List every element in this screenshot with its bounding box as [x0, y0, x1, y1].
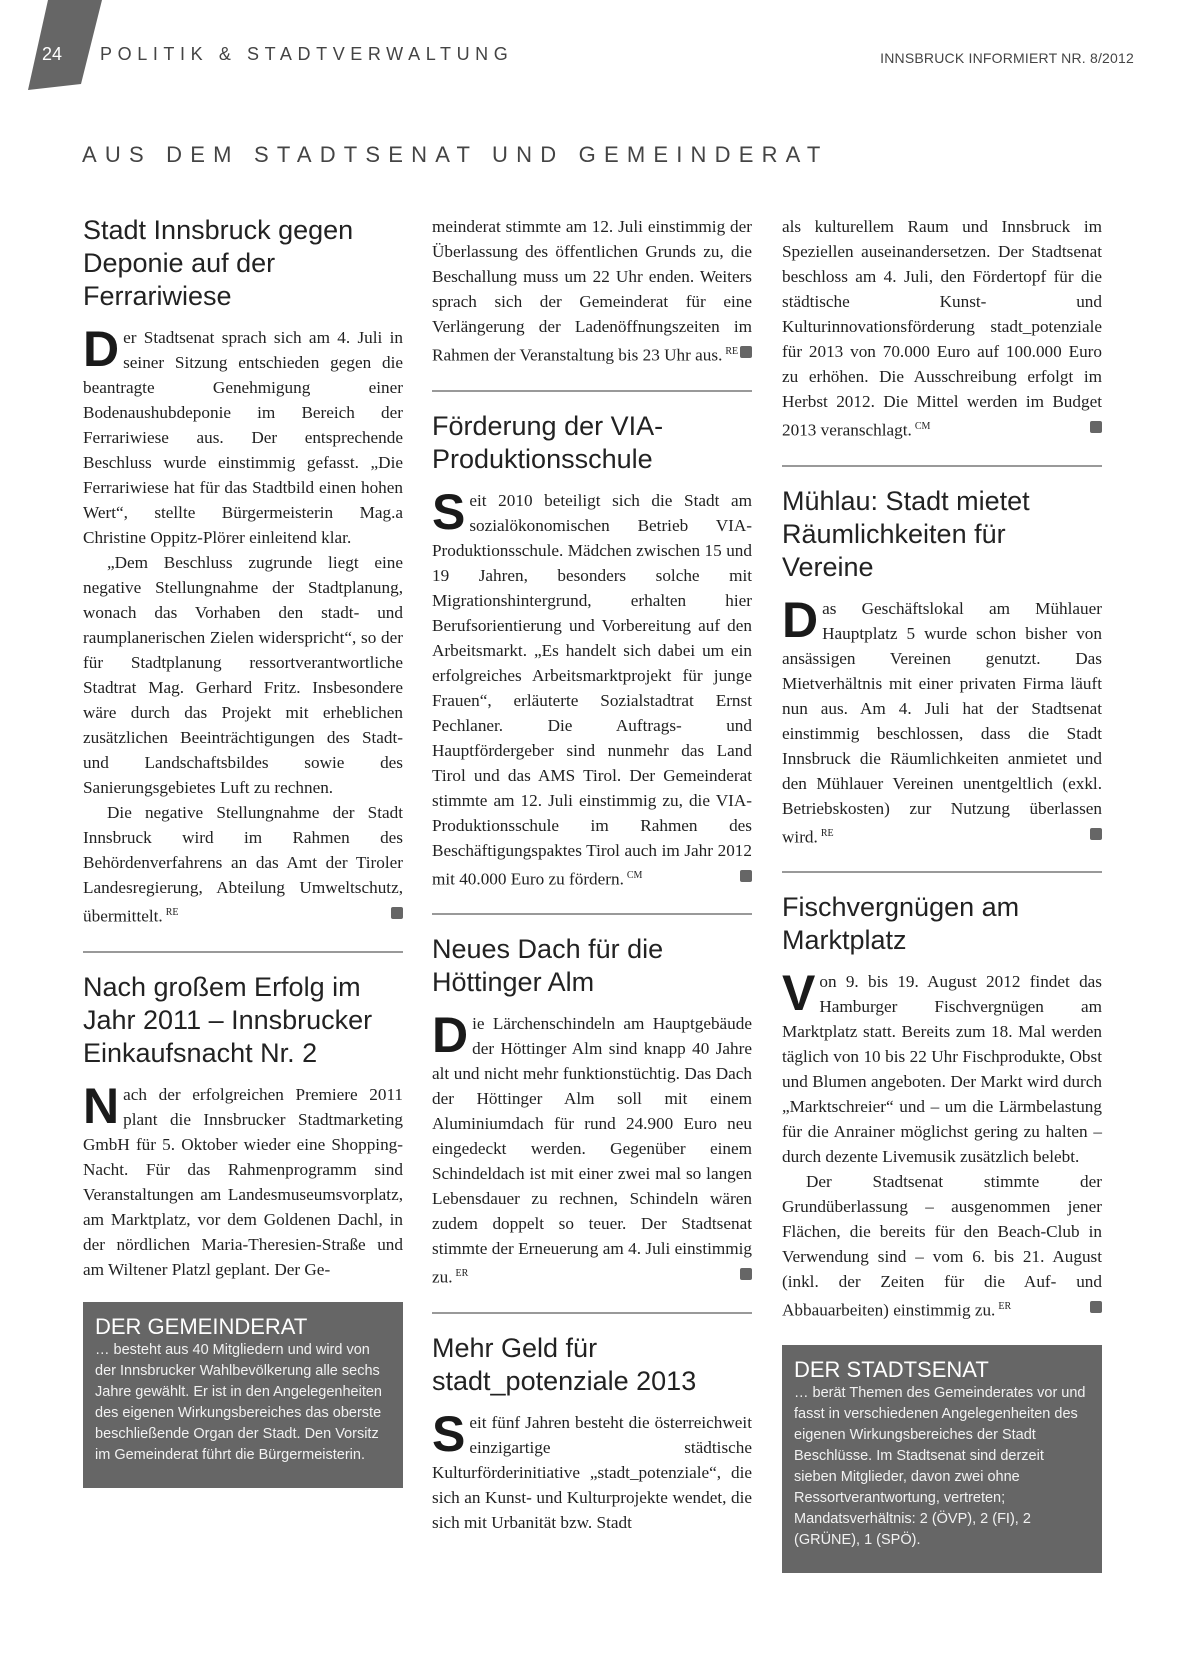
column-1 — [83, 214, 403, 1488]
divider — [83, 951, 403, 953]
article-paragraph: er Stadtsenat sprach sich am 4. Juli in seiner Sitzung entschieden gegen die beantragte Genehmigung einer Bodenaushubdeponie im Bereich der Ferrariwiese aus. Der entsprechende Beschluss wurde einstimmig gefasst. „Die Ferrariwiese hat für das Stadtbild einen hohen Wert“, stellte Bürgermeisterin Mag.a Christine Oppitz-Plörer einleitend klar. — [83, 328, 403, 547]
infobox-body: … berät Themen des Gemeinderates vor und fasst in verschiedenen Angelegenheiten des eigenen Wirkungsbereiches der Stadt Beschlüsse. Im Stadtsenat sind derzeit sieben Mitglieder, davon zwei ohne Ressortverantwortung, vertreten; Mandatsverhältnis: 2 (ÖVP), 2 (FI), 2 (GRÜNE), 1 (SPÖ). — [794, 1385, 1086, 1549]
article-muehlau — [782, 485, 1102, 850]
divider — [432, 913, 752, 915]
end-of-article-icon — [1090, 1301, 1102, 1313]
drop-cap: S — [432, 1406, 466, 1463]
article-title: Neues Dach für die Höttinger Alm — [432, 934, 664, 998]
publication-issue: INNSBRUCK INFORMIERT NR. 8/2012 — [880, 50, 1134, 66]
author-initials: RE — [725, 346, 739, 357]
divider — [432, 390, 752, 392]
author-initials: RE — [165, 907, 179, 918]
infobox-stadtsenat — [782, 1345, 1102, 1573]
article-stadt-potenziale — [432, 1332, 752, 1535]
author-initials: ER — [998, 1301, 1012, 1313]
end-of-article-icon — [740, 346, 752, 358]
drop-cap: D — [432, 1007, 469, 1064]
article-paragraph: Die negative Stellungnahme der Stadt Innsbruck wird im Rahmen des Behördenverfahrens an das Amt der Tiroler Landesregierung, Abteilung Umweltschutz, übermittelt. — [83, 803, 403, 926]
article-hoettinger-alm — [432, 933, 752, 1290]
article-paragraph: meinderat stimmte am 12. Juli einstimmig der Überlassung des öffentlichen Grunds zu, die Beschallung muss um 22 Uhr enden. Weiters sprach sich der Gemeinderat für eine Verlängerung der Ladenöffnungszeiten im Rahmen der Veranstaltung bis 23 Uhr aus. — [432, 217, 752, 365]
column-2 — [432, 214, 752, 1535]
article-paragraph: on 9. bis 19. August 2012 findet das Hamburger Fischvergnügen am Marktplatz statt. Bereits zum 18. Mal werden täglich von 10 bis 22 Uhr Fischprodukte, Obst und Blumen angeboten. Der Markt wird durch „Marktschreier“ und – um die Lärmbelastung für die Anrainer möglichst gering zu halten – durch dezente Livemusik zusätzlich belebt. — [782, 972, 1102, 1167]
article-paragraph: Der Stadtsenat stimmte der Grundüberlassung – ausgenommen jener Flächen, die bereits für den Beach-Club in Verwendung sind – vom 6. bis 21. August (inkl. der Zeiten für die Auf- und Abbauarbeiten) einstimmig zu. — [782, 1172, 1102, 1321]
infobox-body: … besteht aus 40 Mitgliedern und wird von der Innsbrucker Wahlbevölkerung alle sechs Jahre gewählt. Er ist in den Angelegenheiten des eigenen Wirkungsbereiches das oberste beschließende Organ der Stadt. Den Vorsitz im Gemeinderat führt die Bürgermeisterin. — [95, 1341, 382, 1463]
article-title: Mühlau: Stadt mietet Räumlichkeiten für Vereine — [782, 485, 1030, 582]
article-ferrariwiese — [83, 214, 403, 929]
page-number: 24 — [42, 44, 63, 64]
end-of-article-icon — [740, 1268, 752, 1280]
divider — [782, 465, 1102, 467]
article-paragraph: als kulturellem Raum und Innsbruck im Speziellen auseinandersetzen. Der Stadtsenat beschloss am 4. Juli, den Fördertopf für die städtische Kunst- und Kulturinnovationsförderung stadt_potenziale für 2013 von 70.000 Euro auf 100.000 Euro zu erhöhen. Die Ausschreibung erfolgt im Herbst 2012. Die Mittel werden im Budget 2013 veranschlagt. — [782, 217, 1102, 440]
column-3 — [782, 214, 1102, 1573]
divider — [432, 1312, 752, 1314]
article-title: Nach großem Erfolg im Jahr 2011 – Innsbrucker Einkaufsnacht Nr. 2 — [83, 971, 373, 1068]
drop-cap: N — [83, 1077, 120, 1134]
author-initials: CM — [626, 869, 643, 881]
article-paragraph: ie Lärchenschindeln am Hauptgebäude der Höttinger Alm sind knapp 40 Jahre alt und nicht mehr funktionstüchtig. Das Dach der Höttinger Alm soll mit einem Aluminiumdach für rund 24.900 Euro neu eingedeckt werden. Gegenüber einem Schindeldach ist mit einer zwei mal so langen Lebensdauer zu rechnen, Schindeln wären zudem doppelt so teuer. Der Stadtsenat stimmte der Erneuerung am 4. Juli einstimmig zu. — [432, 1014, 752, 1288]
article-via — [432, 410, 752, 892]
infobox-title: DER STADTSENAT — [794, 1357, 989, 1383]
article-einkaufsnacht — [83, 971, 403, 1282]
article-paragraph: eit 2010 beteiligt sich die Stadt am sozialökonomischen Betrieb VIA-Produktionsschule. Mädchen zwischen 15 und 19 Jahren, besonders solche mit Migrationshintergrund, erhalten hier Berufsorientierung und Vorbereitung auf den Arbeitsmarkt. „Es handelt sich dabei um ein erfolgreiches Arbeitsmarktprojekt für junge Frauen“, erläuterte Sozialstadtrat Ernst Pechlaner. Die Auftrags- und Hauptfördergeber sind nunmehr das Land Tirol und das AMS Tirol. Der Gemeinderat stimmte am 12. Juli einstimmig zu, die VIA-Produktionsschule im Rahmen des Beschäftigungspaktes Tirol auch im Jahr 2012 mit 40.000 Euro zu fördern. — [432, 490, 752, 889]
author-initials: ER — [455, 1268, 469, 1280]
article-paragraph: ach der erfolgreichen Premiere 2011 plant die Innsbrucker Stadtmarketing GmbH für 5. Oktober wieder eine Shopping-Nacht. Für das Rahmenprogramm sind Veranstaltungen am Landesmuseumsvorplatz, am Marktplatz, vor dem Goldenen Dachl, in der nördlichen Maria-Theresien-Straße und am Wiltener Platzl geplant. Der Ge- — [83, 1084, 403, 1279]
article-title: Förderung der VIA-Produktionsschule — [432, 410, 664, 474]
author-initials: CM — [914, 421, 931, 432]
end-of-article-icon — [1090, 421, 1102, 433]
end-of-article-icon — [1090, 828, 1102, 840]
infobox-gemeinderat — [83, 1302, 403, 1488]
article-title: Stadt Innsbruck gegen Deponie auf der Ferrariwiese — [83, 215, 354, 311]
author-initials: RE — [820, 827, 834, 839]
article-fischvergnuegen — [782, 891, 1102, 1323]
page-subheading: AUS DEM STADTSENAT UND GEMEINDERAT — [82, 142, 829, 167]
article-paragraph: „Dem Beschluss zugrunde liegt eine negative Stellungnahme der Stadtplanung, wonach das Vorhaben den stadt- und raumplanerischen Zielen widerspricht“, so der für Stadtplanung ressortverantwortliche Stadtrat Mag. Gerhard Fritz. Insbesondere wäre durch das Projekt mit erheblichen zusätzlichen Beeinträchtigungen des Stadt- und Landschaftsbildes sowie des Sanierungsgebietes Luft zu rechnen. — [83, 553, 403, 797]
article-title: Mehr Geld für stadt_potenziale 2013 — [432, 1333, 697, 1397]
infobox-title: DER GEMEINDERAT — [95, 1313, 308, 1339]
section-title: POLITIK & STADTVERWALTUNG — [100, 44, 514, 64]
article-paragraph: as Geschäftslokal am Mühlauer Hauptplatz 5 wurde schon bisher von ansässigen Vereinen genutzt. Das Mietverhältnis mit einer privaten Firma läuft nun aus. Am 4. Juli hat der Stadtsenat einstimmig beschlossen, dass die Stadt Innsbruck die Räumlichkeiten anmietet und den Mühlauer Vereinen unentgeltlich (exkl. Betriebskosten) zur Nutzung überlassen wird. — [782, 598, 1102, 847]
article-stadt-potenziale-continued — [782, 214, 1102, 443]
drop-cap: D — [83, 321, 120, 377]
divider — [782, 871, 1102, 873]
article-einkaufsnacht-continued — [432, 214, 752, 368]
drop-cap: V — [782, 965, 816, 1022]
drop-cap: S — [432, 483, 466, 540]
page-tab-shape — [26, 0, 102, 90]
end-of-article-icon — [740, 870, 752, 882]
drop-cap: D — [782, 591, 819, 648]
article-title: Fischvergnügen am Marktplatz — [782, 892, 1020, 956]
end-of-article-icon — [391, 907, 403, 919]
article-paragraph: eit fünf Jahren besteht die österreichweit einzigartige städtische Kulturförderinitiative „stadt_potenziale“, die sich an Kunst- und Kulturprojekte wendet, die sich mit Urbanität bzw. Stadt — [432, 1413, 752, 1533]
